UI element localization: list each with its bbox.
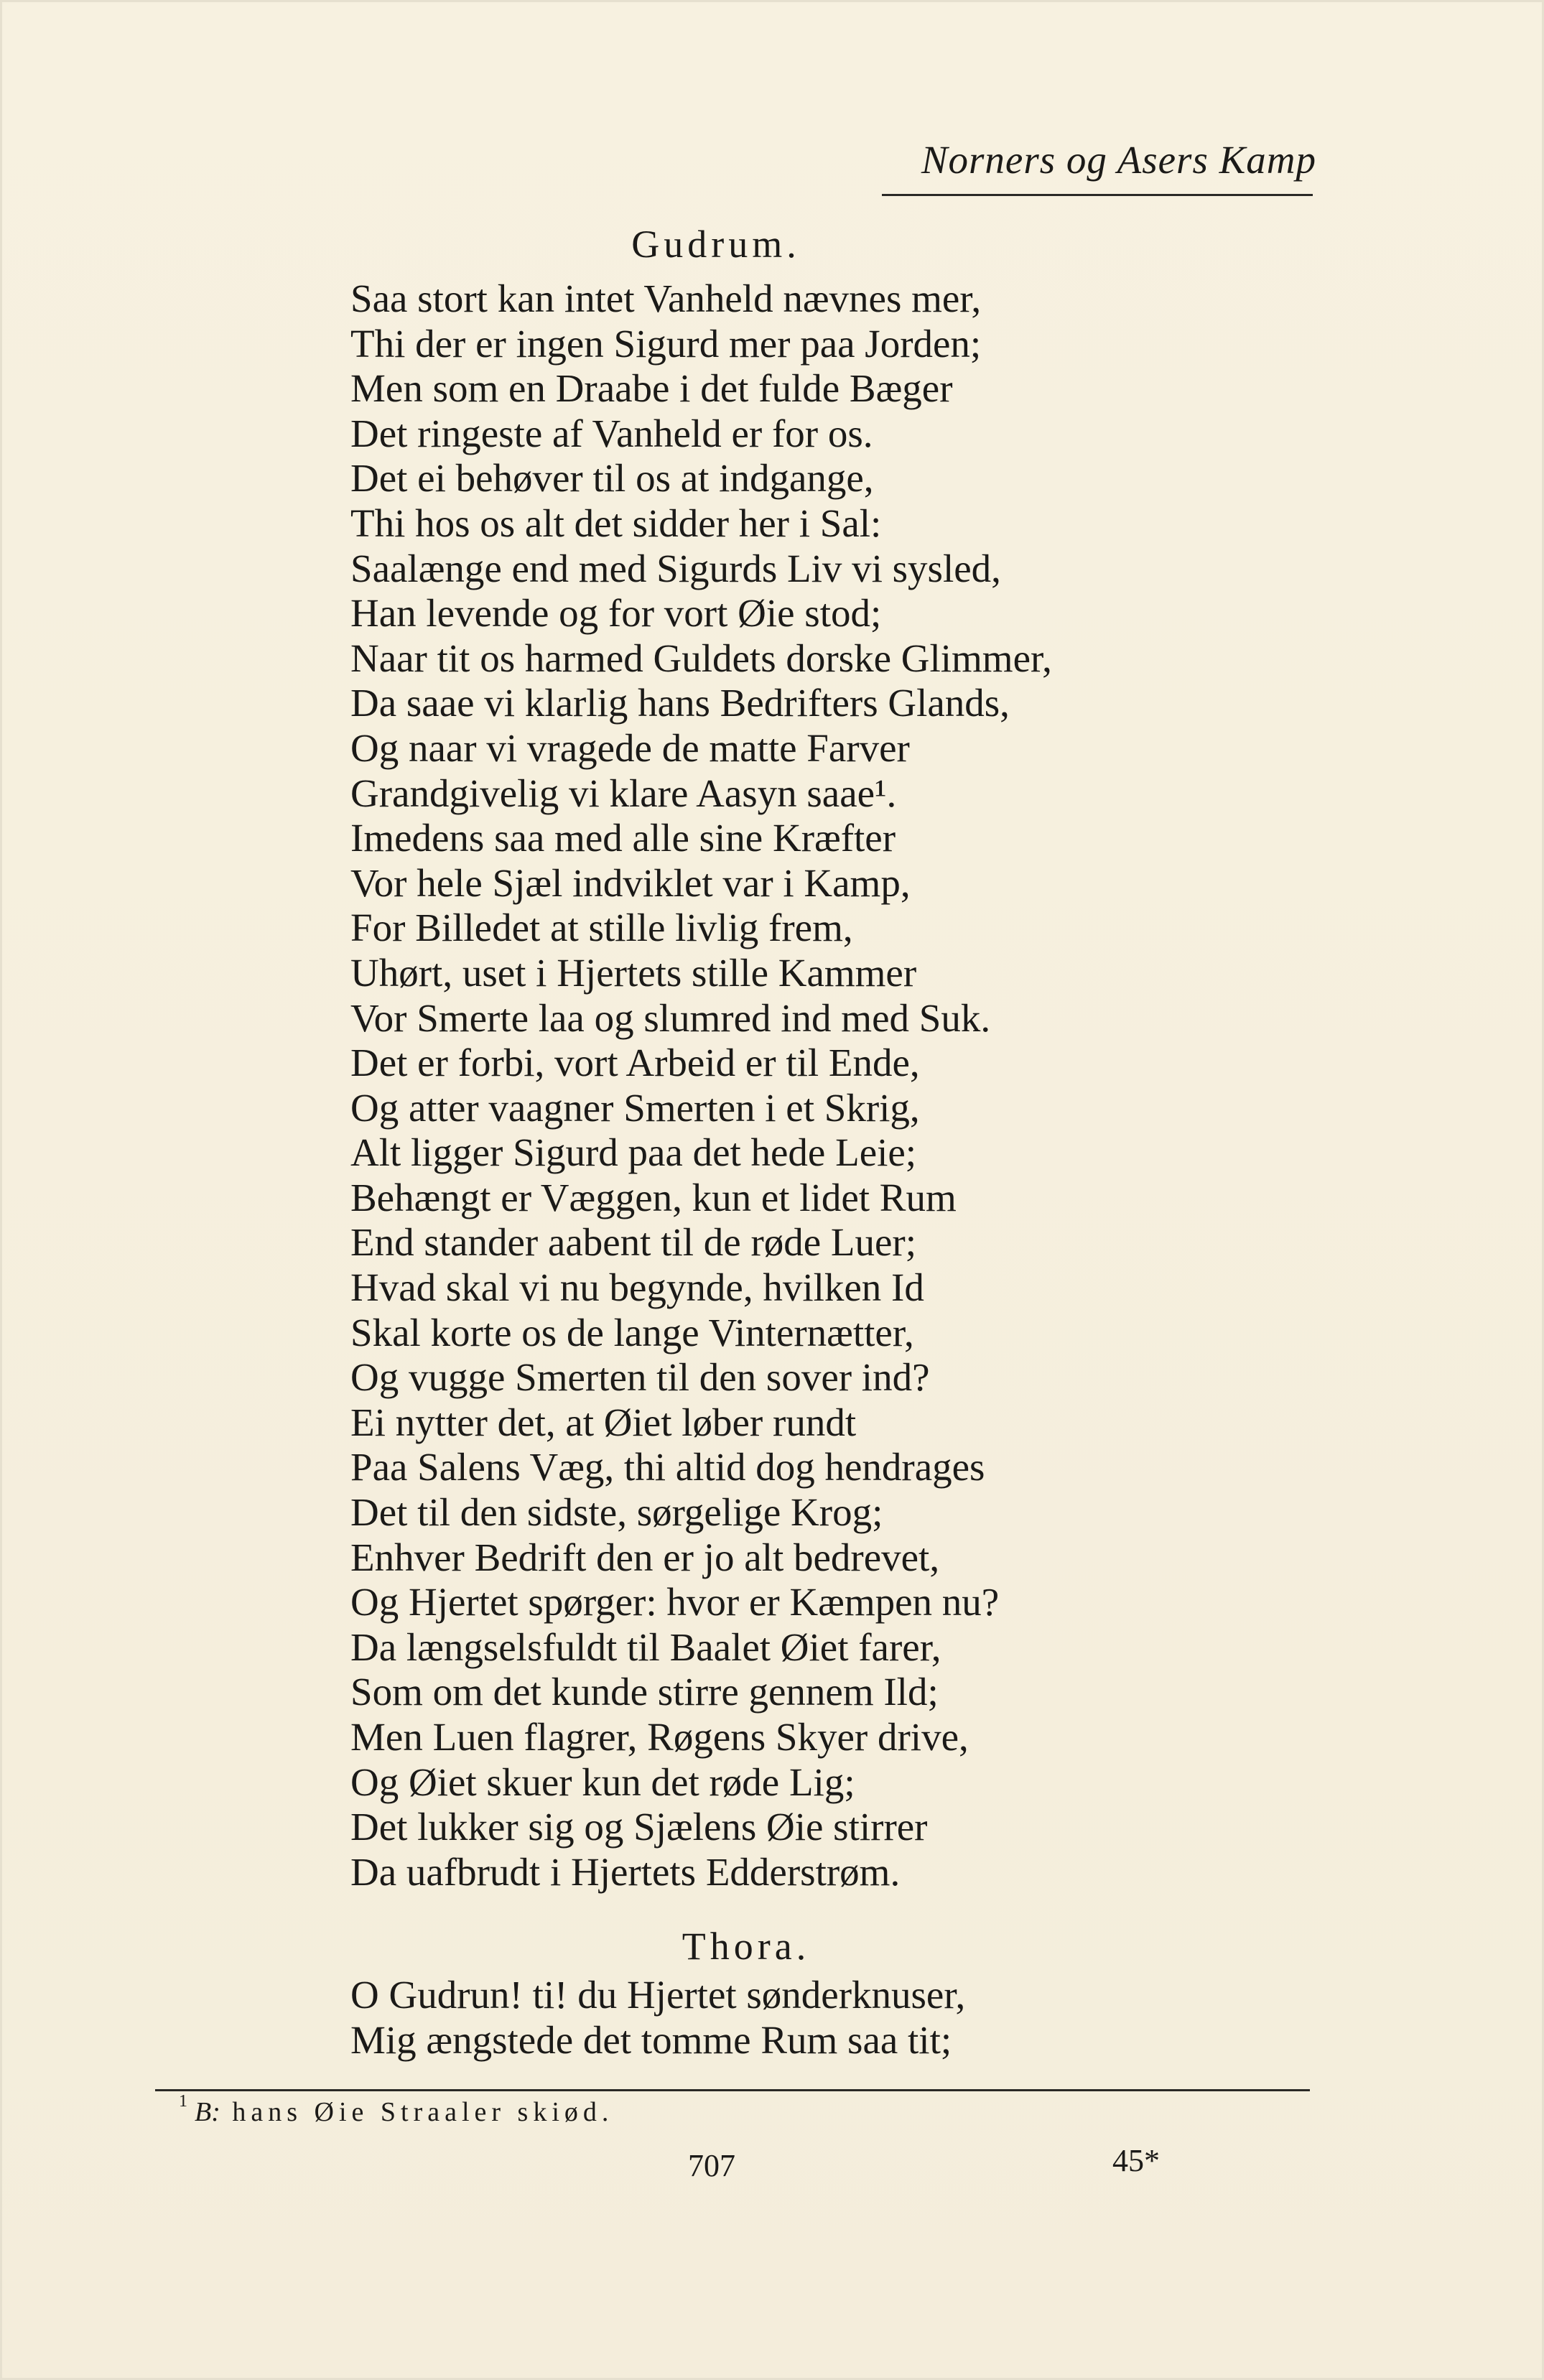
footnote-text: hans Øie Straaler skiød. — [232, 2097, 614, 2127]
speaker-name-gudrum: Gudrum. — [631, 223, 801, 266]
header-rule — [882, 194, 1313, 196]
verse-line: For Billedet at stille livlig frem, — [350, 906, 853, 950]
verse-line: Han levende og for vort Øie stod; — [350, 591, 882, 636]
verse-line: Paa Salens Væg, thi altid dog hendrages — [350, 1445, 985, 1489]
verse-line: Vor hele Sjæl indviklet var i Kamp, — [350, 860, 911, 905]
verse-line: Det til den sidste, sørgelige Krog; — [350, 1490, 883, 1535]
verse-line: Hvad skal vi nu begynde, hvilken Id — [350, 1265, 924, 1310]
verse-line: Da længselsfuldt til Baalet Øiet farer, — [350, 1624, 941, 1669]
verse-line: Naar tit os harmed Guldets dorske Glimmer, — [350, 636, 1052, 680]
verse-line: Men som en Draabe i det fulde Bæger — [350, 366, 953, 411]
verse-line: Grandgivelig vi klare Aasyn saae¹. — [350, 771, 897, 815]
verse-line: Skal korte os de lange Vinternætter, — [350, 1310, 914, 1354]
footnote-sigil: B: — [195, 2097, 220, 2127]
footnote-marker: 1 — [179, 2092, 187, 2111]
verse-line: Og Hjertet spørger: hvor er Kæmpen nu? — [350, 1580, 1000, 1624]
verse-block-gudrum — [350, 276, 1052, 1895]
verse-line: Saalænge end med Sigurds Liv vi sysled, — [350, 546, 1001, 590]
page-number: 707 — [688, 2148, 735, 2183]
verse-block-thora — [350, 1973, 965, 2063]
verse-line: Ei nytter det, at Øiet løber rundt — [350, 1400, 857, 1444]
verse-line: Det ringeste af Vanheld er for os. — [350, 411, 873, 455]
verse-line: Vor Smerte laa og slumred ind med Suk. — [350, 995, 991, 1040]
verse-line: Uhørt, uset i Hjertets stille Kammer — [350, 950, 917, 995]
verse-line: Og Øiet skuer kun det røde Lig; — [350, 1760, 855, 1804]
verse-line: Behængt er Væggen, kun et lidet Rum — [350, 1175, 957, 1219]
verse-line: Da uafbrudt i Hjertets Edderstrøm. — [350, 1849, 901, 1894]
verse-line: Imedens saa med alle sine Kræfter — [350, 816, 896, 860]
verse-line: Det er forbi, vort Arbeid er til Ende, — [350, 1041, 920, 1085]
verse-line: Det lukker sig og Sjælens Øie stirrer — [350, 1805, 928, 1849]
verse-line: Det ei behøver til os at indgange, — [350, 456, 874, 501]
verse-line: Alt ligger Sigurd paa det hede Leie; — [350, 1130, 917, 1175]
footnote — [179, 2092, 614, 2128]
running-title: Norners og Asers Kamp — [921, 138, 1316, 182]
verse-line: Og atter vaagner Smerten i et Skrig, — [350, 1085, 920, 1130]
verse-line: Enhver Bedrift den er jo alt bedrevet, — [350, 1535, 940, 1579]
footnote-rule — [155, 2089, 1310, 2091]
verse-line: Og vugge Smerten til den sover ind? — [350, 1355, 930, 1400]
verse-line: Saa stort kan intet Vanheld nævnes mer, — [350, 276, 982, 320]
signature-mark: 45* — [1112, 2143, 1160, 2178]
verse-line: Da saae vi klarlig hans Bedrifters Glands, — [350, 681, 1010, 725]
verse-line: Thi der er ingen Sigurd mer paa Jorden; — [350, 321, 982, 366]
verse-line: Som om det kunde stirre gennem Ild; — [350, 1670, 939, 1714]
verse-line: Thi hos os alt det sidder her i Sal: — [350, 501, 882, 545]
verse-line: Og naar vi vragede de matte Farver — [350, 725, 910, 770]
speaker-name-thora: Thora. — [682, 1925, 811, 1968]
verse-line: O Gudrun! ti! du Hjertet sønderknuser, — [350, 1973, 966, 2017]
verse-line: Men Luen flagrer, Røgens Skyer drive, — [350, 1715, 969, 1759]
verse-line: End stander aabent til de røde Luer; — [350, 1220, 917, 1265]
verse-line: Mig ængstede det tomme Rum saa tit; — [350, 2017, 952, 2062]
